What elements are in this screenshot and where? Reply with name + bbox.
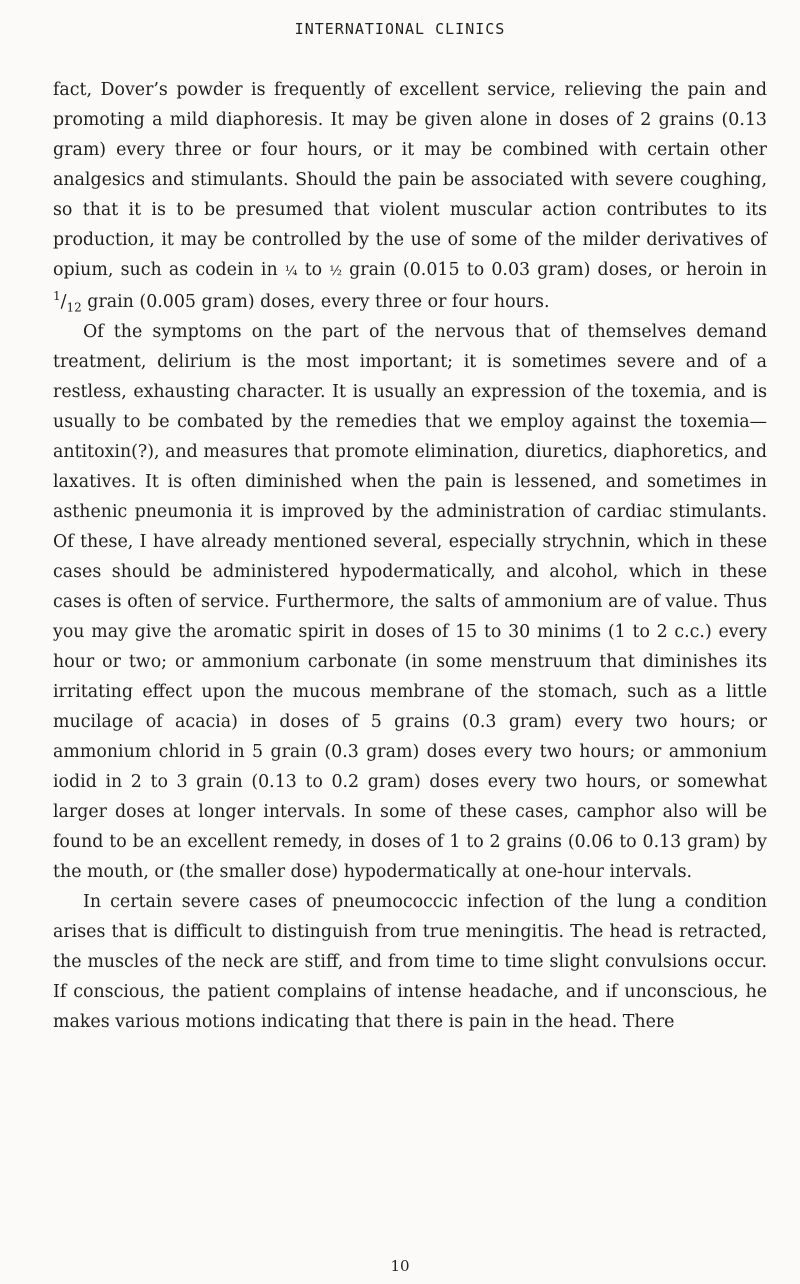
fraction-denominator: 12 [66,300,82,315]
page-number: 10 [390,1257,410,1275]
paragraph-1-text-d: grain (0.005 gram) doses, every three or four hours. [81,292,550,312]
fraction-numerator: 1 [53,289,61,304]
fraction-slash: / [60,292,67,312]
paragraph-2: Of the symptoms on the part of the nervous that of themselves demand treatment, delirium is the most important; it is sometimes severe and of a restless, exhausting character. It is usually an expression of the toxemia, and is usually to be combated by the remedies that we employ against the toxemia—antitoxin(?), and measures that promote elimination, diuretics, diaphoretics, and laxatives. It is often diminished when the pain is lessened, and sometimes in asthenic pneumonia it is improved by the administration of cardiac stimulants. Of these, I have already mentioned several, especially strychnin, which in these cases should be administered hypodermatically, and alcohol, which in these cases is often of service. Furthermore, the salts of ammonium are of value. Thus you may give the aromatic spirit in doses of 15 to 30 minims (1 to 2 c.c.) every hour or two; or ammonium carbonate (in some menstruum that diminishes its irritating effect upon the mucous membrane of the stomach, such as a little mucilage of acacia) in doses of 5 grains (0.3 gram) every two hours; or ammonium chlorid in 5 grain (0.3 gram) doses every two hours; or ammonium iodid in 2 to 3 grain (0.13 to 0.2 gram) doses every two hours, or somewhat larger doses at longer intervals. In some of these cases, camphor also will be found to be an excellent remedy, in doses of 1 to 2 grains (0.06 to 0.13 gram) by the mouth, or (the smaller dose) hypodermatically at one-hour intervals. [53,322,767,882]
paragraph-3: In certain severe cases of pneumococcic infection of the lung a condition arises that is difficult to distinguish from true meningitis. The head is retracted, the muscles of the neck are stiff, and from time to time slight convulsions occur. If conscious, the patient complains of intense headache, and if unconscious, he makes various motions indicating that there is pain in the head. There [53,892,767,1032]
fraction-quarter: ¼ [284,264,298,279]
paragraph-1-text-a: fact, Dover’s powder is frequently of excellent service, relieving the pain and promoting a mild diaphoresis. It may be given alone in doses of 2 grains (0.13 gram) every three or four hours, or it may be combined with certain other analgesics and stimulants. Should the pain be associated with severe coughing, so that it is to be presumed that violent muscular action contributes to its production, it may be controlled by the use of some of the milder derivatives of opium, such as codein in [53,80,767,280]
body-text [53,75,767,1037]
running-head: INTERNATIONAL CLINICS [294,20,506,38]
paragraph-1 [53,75,767,317]
fraction-half: ½ [329,264,342,279]
paragraph-1-text-c: grain (0.015 to 0.03 gram) doses, or heroin in [341,260,768,280]
paragraph-1-text-b: to [297,260,330,280]
